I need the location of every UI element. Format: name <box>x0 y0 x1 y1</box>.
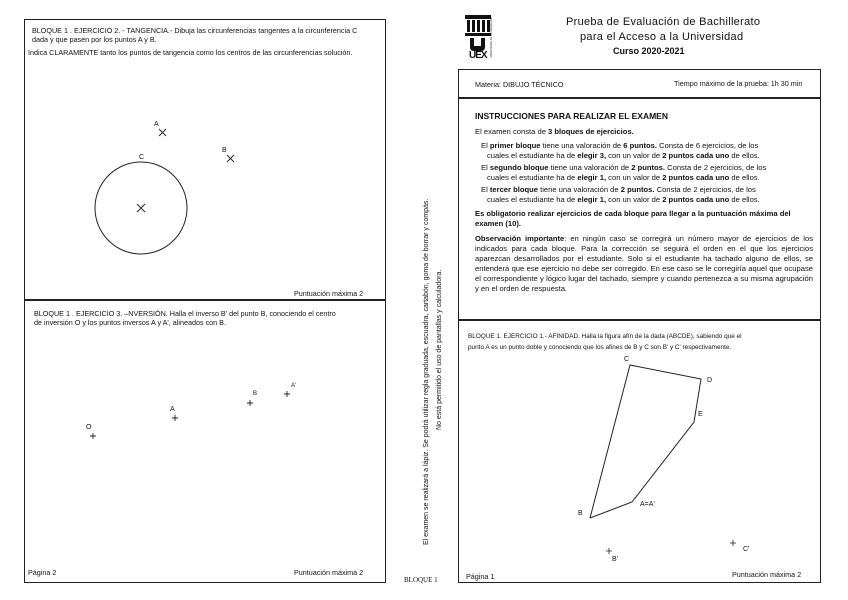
instr-p3-cont <box>475 173 813 183</box>
tangency-crosses <box>137 129 234 212</box>
t: cuales el estudiante ha de <box>487 195 578 204</box>
t: El <box>481 185 490 194</box>
exercise-3-score: Puntuación máxima 2 <box>294 568 364 577</box>
instr-p3 <box>475 163 813 173</box>
t: Consta de 2 ejercicios, de los <box>654 185 756 194</box>
exam-rules-line-2: No está permitido el uso de pantallas y calculadora. <box>436 269 443 430</box>
t: elegir 1, <box>577 195 607 204</box>
uex-logo-text: UEX <box>469 50 487 61</box>
exercise-1-heading: BLOQUE 1. EJERCICIO 1.- AFINIDAD. Halla la figura afín de la dada (ABCDE), sabiendo que el <box>468 333 742 340</box>
t: con un valor de <box>606 173 663 182</box>
t: 6 puntos. <box>623 141 658 150</box>
t: de ellos. <box>729 195 760 204</box>
t: cuales el estudiante ha de <box>487 173 578 182</box>
t: 2 puntos. <box>631 163 666 172</box>
bloque-label: BLOQUE 1 <box>404 576 438 584</box>
instr-p2-cont <box>475 151 813 161</box>
label-b: B <box>222 147 227 154</box>
label-d: D <box>707 377 713 384</box>
label-e: E <box>698 411 703 418</box>
circle-center-cross <box>137 204 145 212</box>
exercise-3-heading: BLOQUE 1 . EJERCICIO 3. –NVERSIÓN. Halla el inverso B' del punto B, conociendo el centro <box>34 309 336 318</box>
exercise-1-heading-cont: punto A es un punto doble y conociendo que los afines de B y C son B' y C' respectivamente. <box>468 344 732 351</box>
exam-title-1: Prueba de Evaluación de Bachillerato <box>566 16 761 28</box>
uex-logo <box>462 14 496 60</box>
instructions <box>475 111 813 294</box>
page-2-label: Página 2 <box>28 568 57 577</box>
label-cprime: C' <box>743 546 750 553</box>
t: tiene una valoración de <box>540 141 624 150</box>
t: 2 puntos cada uno <box>662 173 730 182</box>
t: Consta de 2 ejercicios, de los <box>665 163 767 172</box>
exercise-1-score: Puntuación máxima 2 <box>732 570 802 579</box>
label-b2: B <box>253 391 258 397</box>
exercise-2-heading: BLOQUE 1 . EJERCICIO 2. - TANGENCIA.- Dibuja las circunferencias tangentes a la circunferencia C <box>32 26 358 35</box>
t: con un valor de <box>606 151 663 160</box>
t: tercer bloque <box>489 185 538 194</box>
t: Consta de 6 ejercicios, de los <box>657 141 759 150</box>
t: cuales el estudiante ha de <box>487 151 578 160</box>
instr-p4-cont <box>475 195 813 205</box>
page-1-label: Página 1 <box>466 572 495 581</box>
t: tiene una valoración de <box>537 185 621 194</box>
t: con un valor de <box>606 195 663 204</box>
t: Observación importante <box>475 234 565 243</box>
instr-p2 <box>475 141 813 151</box>
t: elegir 1, <box>577 173 607 182</box>
instr-p5: Es obligatorio realizar ejercicios de cada bloque para llegar a la puntuación máxima del examen (10). <box>475 209 791 228</box>
label-b3: B <box>578 510 583 517</box>
subject-label: Materia: DIBUJO TÉCNICO <box>475 80 564 89</box>
label-c: C <box>139 154 145 161</box>
exercise-2-note: Indica CLARAMENTE tanto los puntos de tangencia como los centros de las circunferencias solución. <box>28 48 353 57</box>
label-bprime: B' <box>612 556 619 563</box>
time-label: Tiempo máximo de la prueba: 1h 30 min <box>674 79 803 88</box>
exercise-1-frame <box>458 320 821 583</box>
t: elegir 3, <box>577 151 607 160</box>
t: : en ningún caso se corregirá un número mayor de ejercicios de los indicados para cada bloque. Para la corrección se seguirá el orden en el que los ejercicios aparezcan desarrollados por el estudiante. Solo si el estudiante ha tachado alguno de ellos, se entenderá que ese ejercicio no debe ser corregido. En ese caso se le corregiría aquel que ocupase el correspondiente y lógico lugar del tachado, siempre y cuando pertenezca a su misma agrupación y en el orden de respuesta. <box>475 234 813 293</box>
t: El <box>481 163 490 172</box>
point-b-cross <box>227 155 234 162</box>
instr-p1-a: El examen consta de <box>475 127 549 136</box>
label-a: A <box>154 121 159 128</box>
t: de ellos. <box>729 151 760 160</box>
instr-p4 <box>475 185 813 195</box>
t: 2 puntos cada uno <box>662 151 730 160</box>
t: primer bloque <box>489 141 541 150</box>
t: El <box>481 141 490 150</box>
exercise-3-heading-cont: de inversión O y los puntos inversos A y A', alineados con B. <box>34 318 226 327</box>
t: de ellos. <box>729 173 760 182</box>
instr-p1 <box>475 127 813 137</box>
exercise-2-score: Puntuación máxima 2 <box>294 289 364 298</box>
label-o: O <box>86 424 92 431</box>
label-a2: A <box>170 406 175 413</box>
exercise-2-heading-cont: dada y que pasen por los puntos A y B. <box>32 35 157 44</box>
instr-p1-b: 3 bloques de ejercicios. <box>548 127 634 136</box>
t: 2 puntos cada uno <box>662 195 730 204</box>
exam-course: Curso 2020-2021 <box>613 46 685 56</box>
t: tiene una valoración de <box>548 163 632 172</box>
exam-rules-line-1: El examen se realizará a lápiz. Se podrá utilizar regla graduada, escuadra, cartabón, goma de borrar y compás. <box>423 198 430 545</box>
t: 2 puntos. <box>620 185 655 194</box>
uex-logo-small: UNIVERSIDAD DE EXTREMADURA <box>490 16 493 58</box>
exercise-3-frame <box>24 300 386 583</box>
instructions-title: INSTRUCCIONES PARA REALIZAR EL EXAMEN <box>475 111 668 121</box>
exam-title-2: para el Acceso a la Universidad <box>580 31 744 43</box>
label-c2: C <box>624 356 630 363</box>
point-a-cross <box>159 129 166 136</box>
instr-p6 <box>475 234 813 294</box>
label-aa: A=A' <box>640 501 655 508</box>
t: segundo bloque <box>489 163 549 172</box>
label-aprime: A' <box>291 383 297 389</box>
